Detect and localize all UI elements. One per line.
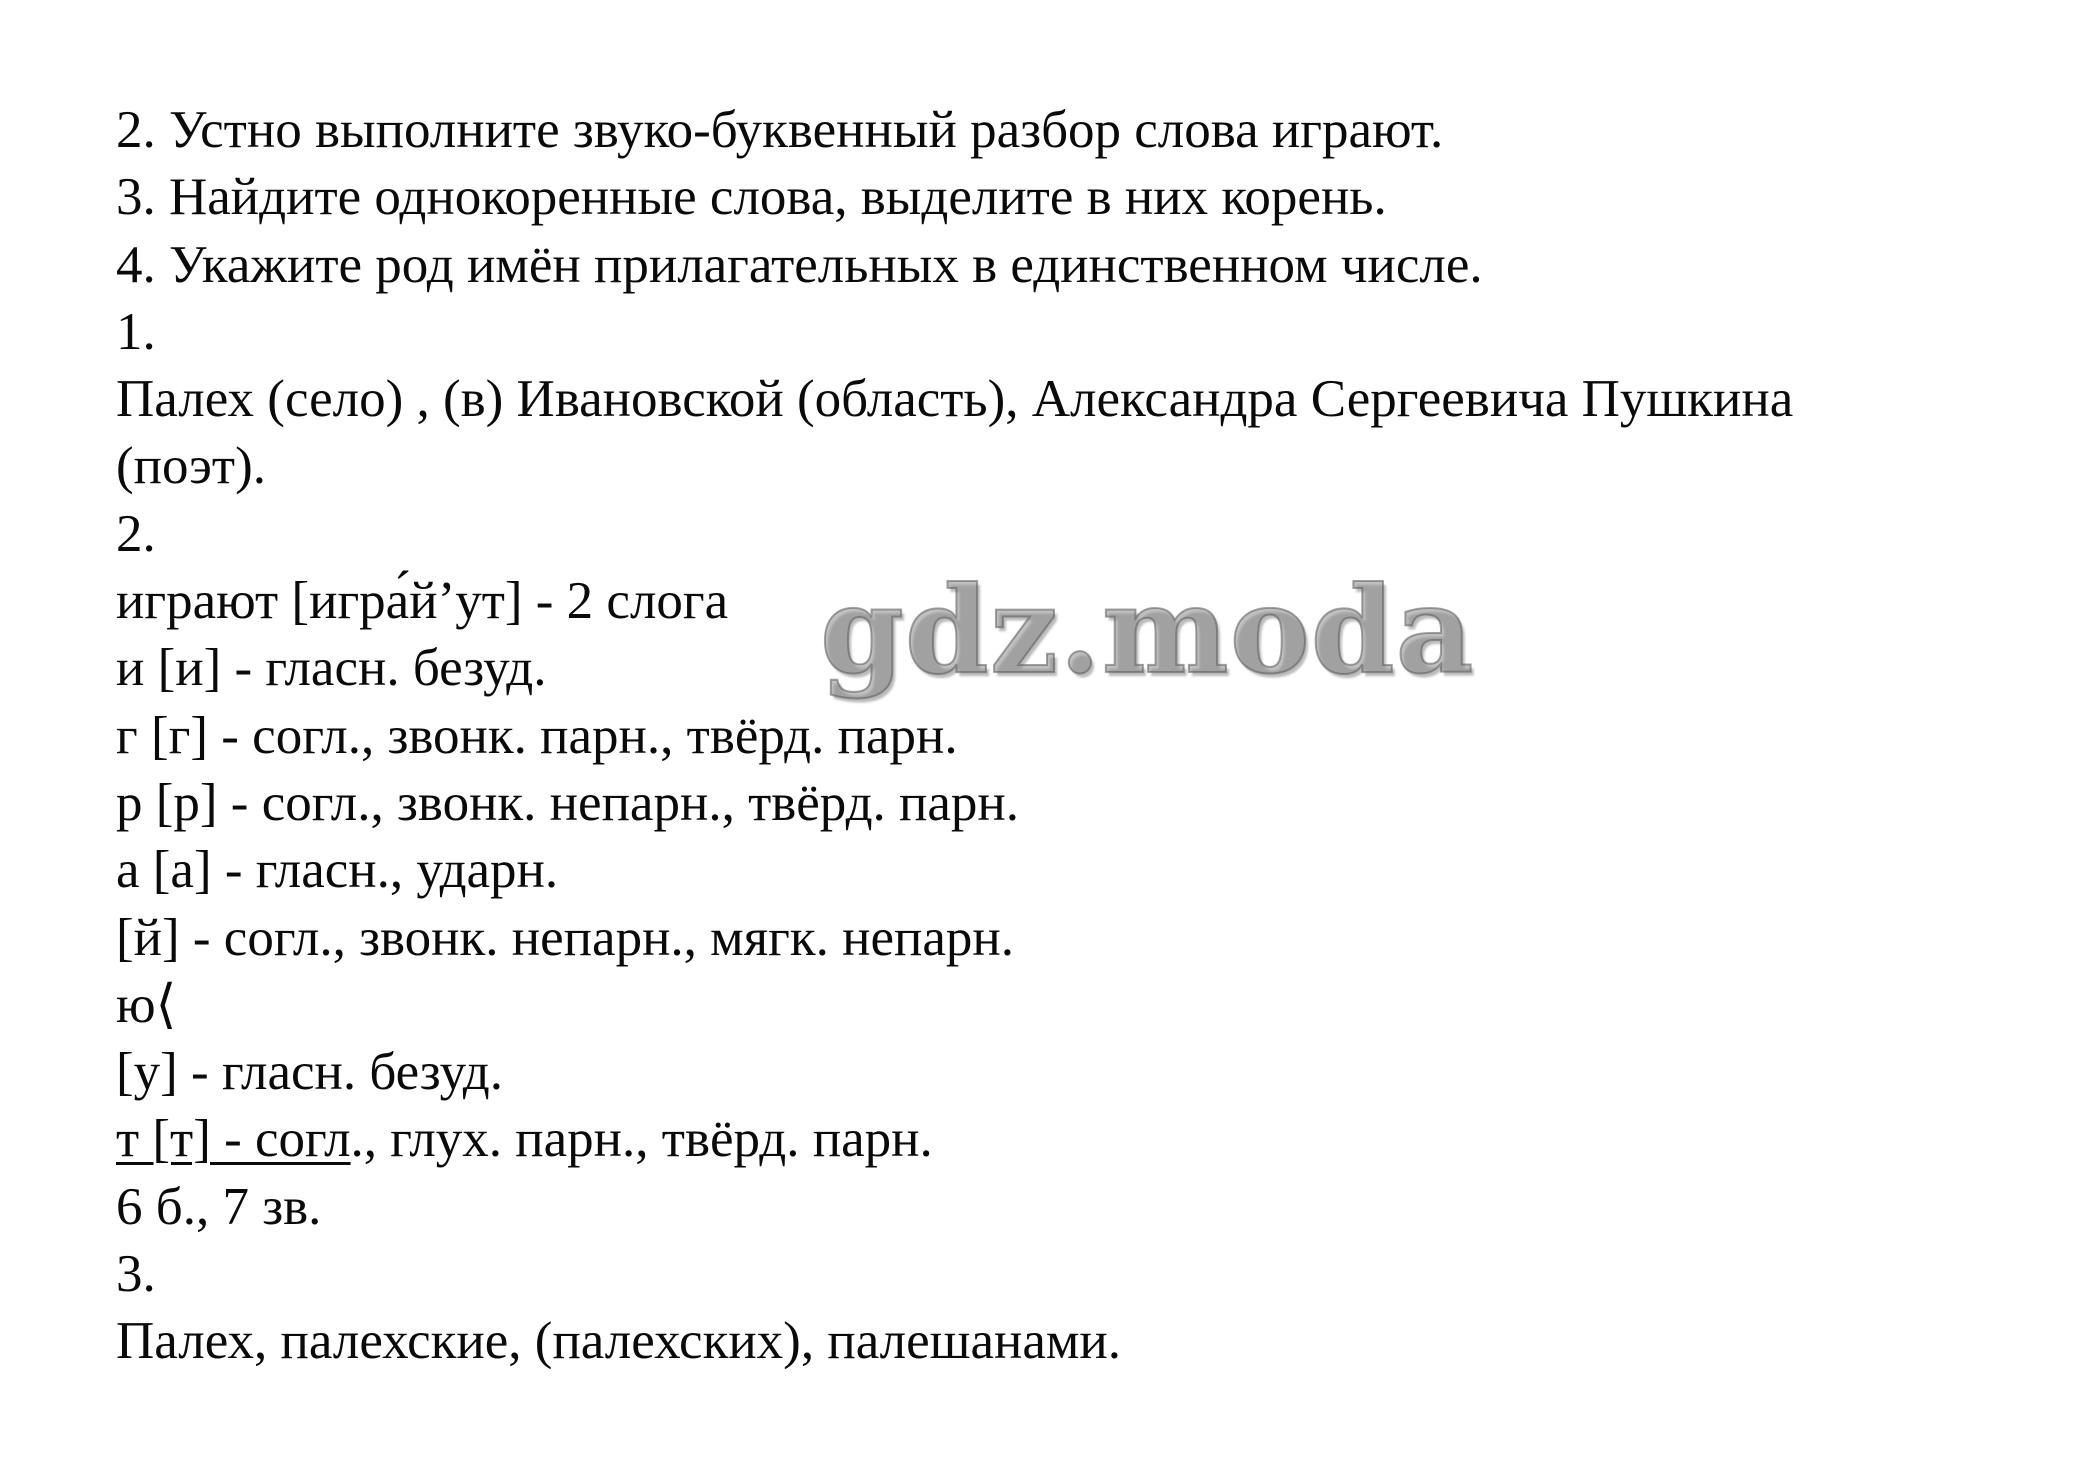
phoneme-line-j: [й] - согл., звонк. непарн., мягк. непарн.: [116, 908, 1014, 967]
transcription-line: играют [игра́й’ут] - 2 слога: [116, 572, 729, 631]
phoneme-line-i: и [и] - гласн. безуд.: [116, 639, 547, 698]
line-t-rest: ., глух. парн., твёрд. парн.: [350, 1110, 933, 1169]
task-line-2: 2. Устно выполните звуко-буквенный разбор слова играют.: [116, 101, 1444, 159]
phoneme-line-r: р [р] - согл., звонк. непарн., твёрд. парн.: [116, 773, 1020, 832]
answer-1-text-cont: (поэт).: [116, 437, 266, 496]
phoneme-line-u: [у] - гласн. безуд.: [116, 1043, 503, 1102]
answer-1-text: Палех (село) , (в) Ивановской (область), Александра Сергеевича Пушкина: [116, 370, 1794, 429]
task-line-3: 3. Найдите однокоренные слова, выделите в них корень.: [116, 168, 1387, 227]
watermark-logo: gdz.moda: [820, 560, 1475, 701]
phoneme-line-yu: ю⟨: [116, 975, 177, 1034]
answer-heading-1: 1.: [116, 302, 156, 361]
answer-heading-3: 3.: [116, 1245, 156, 1304]
answer-heading-2: 2.: [116, 504, 156, 563]
underlined-segment: т [т] - согл: [116, 1110, 351, 1169]
task-line-4: 4. Укажите род имён прилагательных в единственном числе.: [116, 235, 1483, 294]
phoneme-line-g: г [г] - согл., звонк. парн., твёрд. парн.: [116, 706, 958, 765]
phoneme-line-t: [116, 1106, 2016, 1173]
answer-3-text: Палех, палехские, (палехских), палешанами.: [116, 1312, 1122, 1371]
phoneme-line-a: а [а] - гласн., ударн.: [116, 841, 559, 900]
letters-sounds-count: 6 б., 7 зв.: [116, 1177, 322, 1236]
document-body: [116, 97, 2016, 1376]
